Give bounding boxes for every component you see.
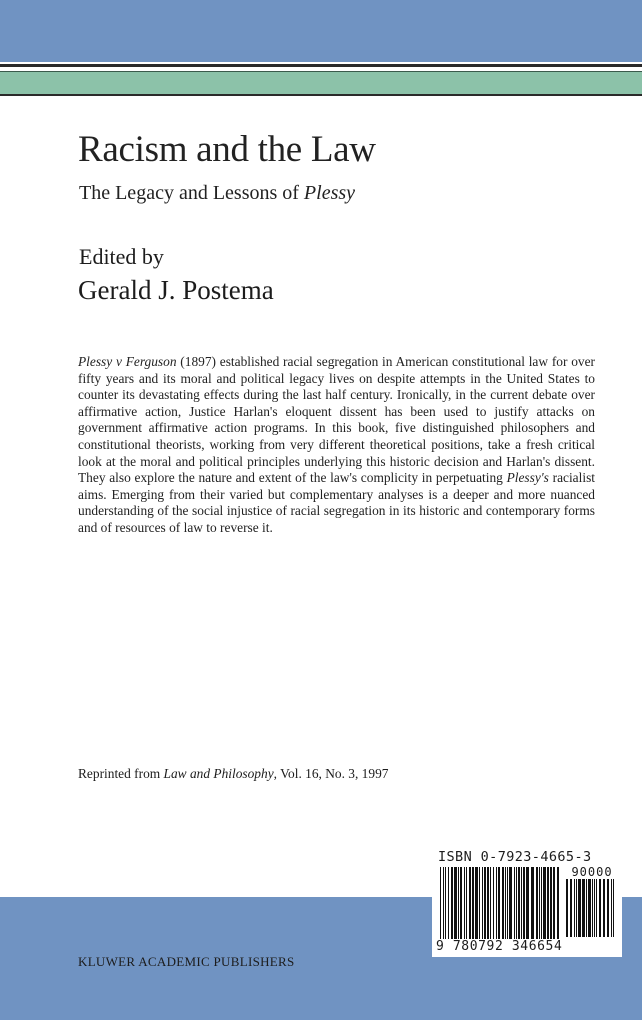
isbn-label: ISBN 0-7923-4665-3 (438, 849, 592, 865)
description-text-2: racialist aims. Emerging from their varied but complementary analyses is a deeper and more nuanced understanding of the social injustice of racial segregation in its historic and contemporary forms and of resources of law to reverse it. (78, 470, 595, 535)
subtitle-text: The Legacy and Lessons of (79, 182, 304, 204)
reprint-note (78, 766, 388, 782)
top-color-band (0, 0, 642, 62)
description-text-1: (1897) established racial segregation in American constitutional law for over fifty years and its moral and political legacy lives on despite attempts in the United States to counter its devastating effects during the last half century. Ironically, in the current debate over affirmative action, Justice Harlan's eloquent dissent has been used to justify attacks on government affirmative action programs. In this book, five distinguished philosophers and constitutional theorists, working from very different theoretical positions, take a fresh critical look at the moral and political principles underlying this historic decision and Harlan's dissent. They also explore the nature and extent of the law's complicity in perpetuating (78, 354, 595, 486)
addon-bars-icon (566, 879, 618, 937)
subtitle-italic: Plessy (303, 182, 356, 204)
case-name: Plessy v Ferguson (78, 354, 177, 369)
isbn-barcode (432, 847, 622, 957)
ean-digits: 9 780792 346654 (436, 939, 563, 954)
reprint-prefix: Reprinted from (78, 766, 164, 781)
publisher-name: KLUWER ACADEMIC PUBLISHERS (78, 954, 295, 969)
editor-name: Gerald J. Postema (78, 275, 274, 305)
reprint-suffix: , Vol. 16, No. 3, 1997 (273, 766, 389, 781)
book-title: Racism and the Law (78, 129, 376, 170)
description-paragraph (78, 354, 595, 537)
edited-by-label: Edited by (79, 244, 164, 269)
barcode-bars-icon (440, 867, 562, 939)
book-subtitle (79, 180, 355, 206)
case-possessive: Plessy's (506, 470, 549, 486)
top-green-stripe (0, 71, 642, 96)
journal-name: Law and Philosophy (163, 766, 274, 781)
addon-digits: 90000 (571, 865, 613, 879)
top-dark-rule (0, 64, 642, 67)
